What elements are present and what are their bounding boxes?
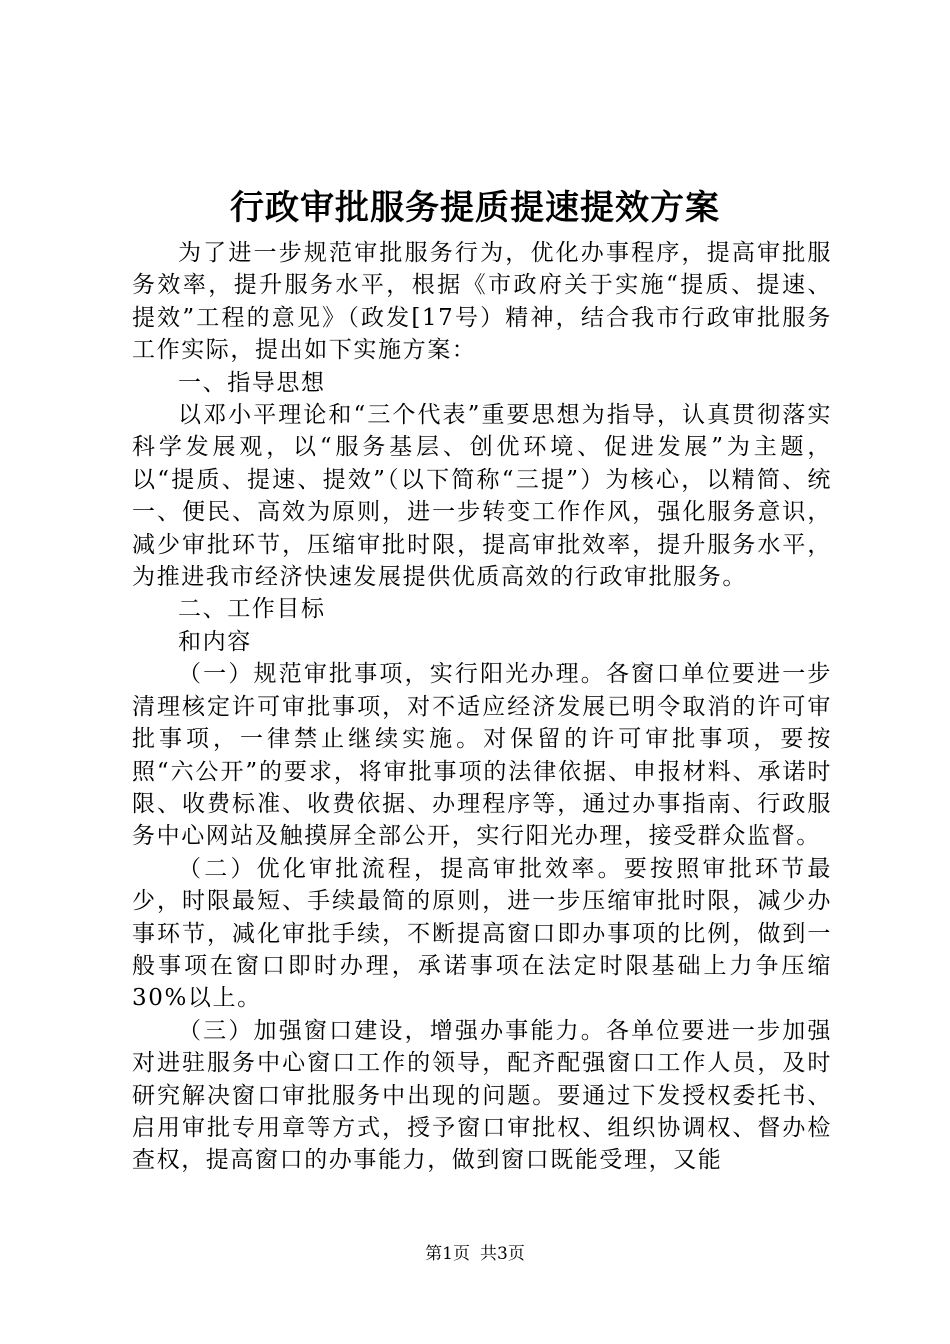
document-body [132, 237, 832, 1177]
paragraph-item-3: （三）加强窗口建设，增强办事能力。各单位要进一步加强对进驻服务中心窗口工作的领导，配齐配强窗口工作人员，及时研究解决窗口审批服务中出现的问题。要通过下发授权委托书、启用审批专用章等方式，授予窗口审批权、组织协调权、督办检查权，提高窗口的办事能力，做到窗口既能受理，又能 [132, 1017, 832, 1174]
section-heading-guiding-ideology: 一、指导思想 [178, 369, 326, 396]
document-title: 行政审批服务提质提速提效方案 [230, 188, 720, 228]
paragraph-item-1: （一）规范审批事项，实行阳光办理。各窗口单位要进一步清理核定许可审批事项，对不适应经济发展已明令取消的许可审批事项，一律禁止继续实施。对保留的许可审批事项，要按照“六公开”的要求，将审批事项的法律依据、申报材料、承诺时限、收费标准、收费依据、办理程序等，通过办事指南、行政服务中心网站及触摸屏全部公开，实行阳光办理，接受群众监督。 [132, 661, 832, 850]
page-number-current: 第1页 [425, 1244, 470, 1264]
paragraph-item-2: （二）优化审批流程，提高审批效率。要按照审批环节最少，时限最短、手续最简的原则，进一步压缩审批时限，减少办事环节，减化审批手续，不断提高窗口即办事项的比例，做到一般事项在窗口即时办理，承诺事项在法定时限基础上力争压缩30%以上。 [132, 855, 832, 1012]
section-heading-work-goals-continued: 和内容 [178, 628, 252, 655]
paragraph-intro: 为了进一步规范审批服务行为，优化办事程序，提高审批服务效率，提升服务水平，根据《市政府关于实施“提质、提速、提效”工程的意见》（政发[17号）精神，结合我市行政审批服务工作实际，提出如下实施方案： [132, 240, 832, 364]
paragraph-guiding-ideology: 以邓小平理论和“三个代表”重要思想为指导，认真贯彻落实科学发展观，以“服务基层、创优环境、促进发展”为主题，以“提质、提速、提效”（以下简称“三提”）为核心，以精简、统一、便民、高效为原则，进一步转变工作作风，强化服务意识，减少审批环节，压缩审批时限，提高审批效率，提升服务水平，为推进我市经济快速发展提供优质高效的行政审批服务。 [132, 402, 832, 591]
page-number-total: 共3页 [480, 1244, 525, 1264]
page-footer [0, 1242, 950, 1266]
section-heading-work-goals: 二、工作目标 [178, 596, 326, 623]
